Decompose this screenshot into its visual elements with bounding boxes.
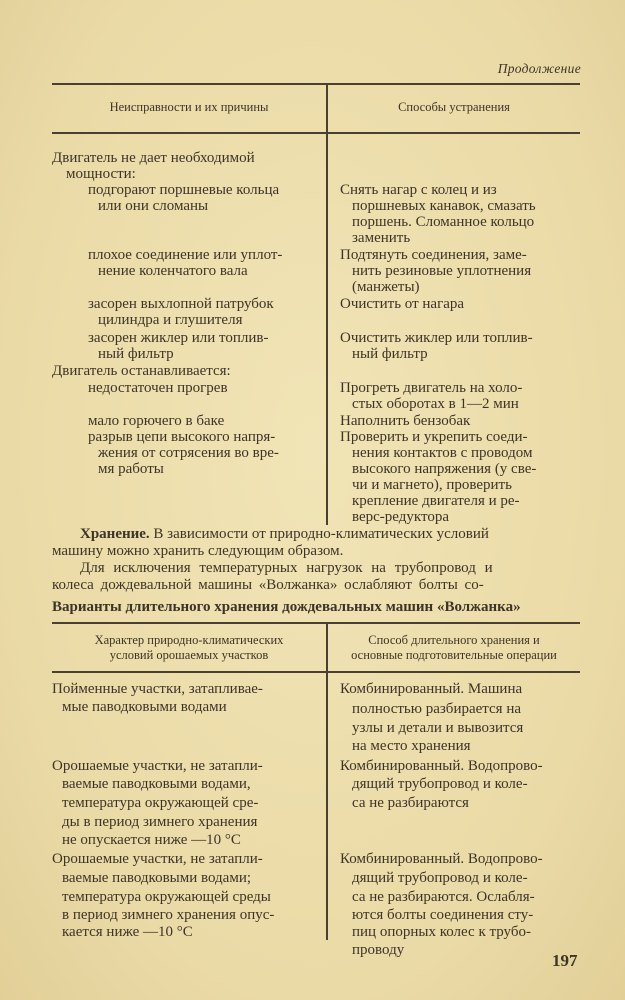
table1-left-cell-line: мощности: [66,165,136,182]
table1-left-cell-line: засорен выхлопной патрубок [88,295,274,312]
page-number: 197 [552,951,578,970]
table2-left-cell-line: ваемые паводковыми водами, [62,775,251,792]
storage-heading: Хранение. [80,526,150,542]
table1-right-cell-line: нить резиновые уплотнения [352,262,532,279]
table1-right-cell-line: поршневых канавок, смазать [352,197,536,214]
table2-top-rule [52,622,580,624]
table2-column-divider [326,622,328,940]
table2-right-cell-line: узлы и детали и вывозится [352,719,524,736]
table1-right-cell-line: стых оборотах в 1—2 мин [352,395,519,412]
table2-col-left-header [52,633,326,663]
table2-right-cell-line: дящий трубопровод и коле- [352,775,528,792]
table2-left-cell-line: Орошаемые участки, не затапли- [52,757,263,774]
table1-left-cell-line: мя работы [98,460,164,477]
table2-left-cell-line: Орошаемые участки, не затапли- [52,850,263,867]
table2-left-cell-line: температура окружающей сре- [62,794,259,811]
table1-right-cell-line: ный фильтр [352,345,428,362]
table1-left-cell-line: Двигатель не дает необходимой [52,149,255,166]
table1-header-rule [52,132,580,134]
table2-right-cell-line: на место хранения [352,737,471,754]
table2-col-right-header [328,633,580,663]
table1-left-cell-line: жения от сотрясения во вре- [98,444,279,461]
table1-left-cell-line: мало горючего в баке [88,412,225,429]
table2-right-cell-line: пиц опорных колес к трубо- [352,923,531,940]
table2-right-cell-line: Комбинированный. Водопрово- [340,757,543,774]
table2-right-cell-line: дящий трубопровод и коле- [352,869,528,886]
header-line: Способ длительного хранения и [368,633,540,647]
table1-right-cell-line: крепление двигателя и ре- [352,492,520,509]
table2-right-cell-line: проводу [352,941,405,958]
table2-header-rule [52,671,580,673]
table1-right-cell-line: поршень. Сломанное кольцо [352,213,535,230]
table1-left-cell-line: засорен жиклер или топлив- [88,329,269,346]
table1-column-divider [326,83,328,525]
header-line: условий орошаемых участков [109,648,269,662]
table1-left-cell-line: разрыв цепи высокого напря- [88,428,276,445]
table2-left-cell-line: Пойменные участки, затапливае- [52,680,263,697]
table1-left-cell-line: нение коленчатого вала [98,262,248,279]
table1-right-cell-line: Наполнить бензобак [340,412,471,429]
table1-left-cell-line: ный фильтр [98,345,174,362]
table1-left-cell-line: Двигатель останавливается: [52,362,231,379]
table2-left-cell-line: мые паводковыми водами [62,698,227,715]
table1-right-cell-line: Проверить и укрепить соеди- [340,428,528,445]
table1-col-left-header: Неисправности и их причины [109,100,269,114]
table1-right-cell-line: заменить [352,229,411,246]
paragraph-line: В зависимости от природно-климатических условий [149,526,489,542]
table1-left-cell-line: плохое соединение или уплот- [88,246,283,263]
table2-right-cell-line: ются болты соединения сту- [352,906,534,923]
paragraph-line: Для исключения температурных нагрузок на трубопровод и [80,560,493,576]
table1-right-cell-line: верс-редуктора [352,508,450,525]
table1-right-cell-line: Очистить от нагара [340,295,465,312]
table2-right-cell-line: са не разбираются. Ослабля- [352,888,535,905]
table2-title: Варианты длительного хранения дождевальных машин «Волжанка» [52,599,521,615]
table1-right-cell-line: Прогреть двигатель на холо- [340,379,523,396]
table2-left-cell-line: кается ниже —10 °С [62,923,193,940]
table2-left-cell-line: в период зимнего хранения опус- [62,906,275,923]
table2-right-cell-line: са не разбираются [352,794,469,811]
header-line: Характер природно-климатических [94,633,284,647]
table2-left-cell-line: температура окружающей среды [62,888,271,905]
table1-right-cell-line: чи и магнето), проверить [352,476,512,493]
table1-left-cell-line: недостаточен прогрев [88,379,228,396]
table1-right-cell-line: нения контактов с проводом [352,444,533,461]
paragraph-line: машину можно хранить следующим образом. [52,543,344,559]
table2-left-cell-line: ваемые паводковыми водами; [62,869,252,886]
table2-left-cell-line: не опускается ниже —10 °С [62,831,241,848]
table2-left-cell-line: ды в период зимнего хранения [62,813,258,830]
table1-right-cell-line: Подтянуть соединения, заме- [340,246,527,263]
continuation-label: Продолжение [497,61,581,76]
table2-right-cell-line: полностью разбирается на [352,700,522,717]
table1-right-cell-line: Очистить жиклер или топлив- [340,329,533,346]
table1-left-cell-line: или они сломаны [98,197,209,214]
table1-left-cell-line: цилиндра и глушителя [98,311,243,328]
table1-left-cell-line: подгорают поршневые кольца [88,181,280,198]
paragraph-line: колеса дождевальной машины «Волжанка» ослабляют болты со- [52,577,484,593]
table2-right-cell-line: Комбинированный. Машина [340,680,523,697]
table2-right-cell-line: Комбинированный. Водопрово- [340,850,543,867]
table1-right-cell-line: высокого напряжения (у све- [352,460,537,477]
table1-top-rule [52,83,580,85]
paragraph-storage [80,527,489,542]
table1-right-cell-line: Снять нагар с колец и из [340,181,497,198]
table1-col-right-header: Способы устранения [398,100,510,114]
table1-right-cell-line: (манжеты) [352,278,420,295]
header-line: основные подготовительные операции [351,648,557,662]
